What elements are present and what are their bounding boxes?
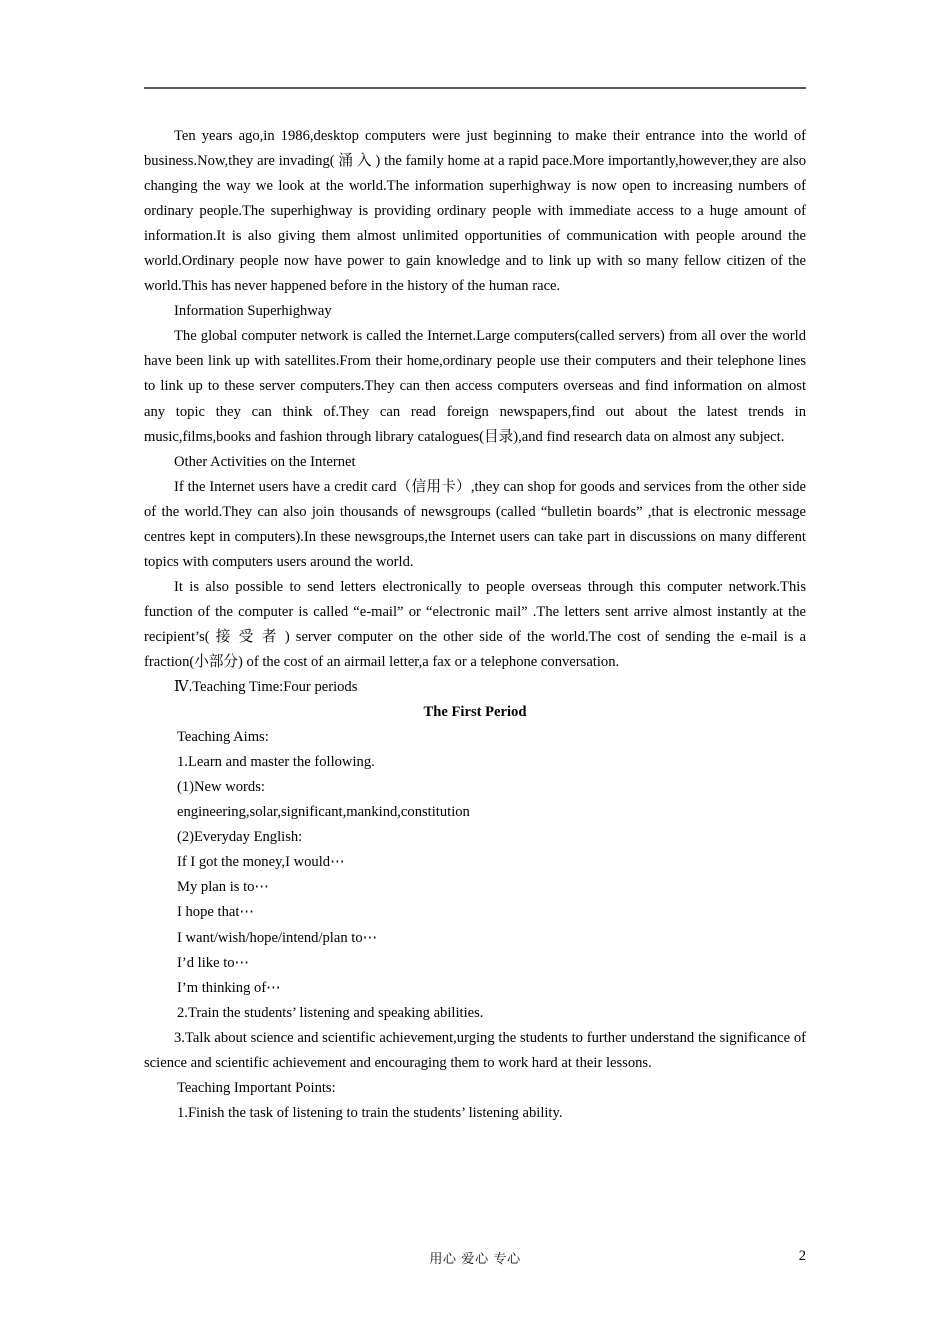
paragraph-desktop-computers: Ten years ago,in 1986,desktop computers were just beginning to make their entrance into the world of business.Now,they are invading( 涌 入 ) the family home at a rapid pace.More importantly,however,they are also changing the way we look at the world.The information superhighway is now open to increasing numbers of ordinary people.The superhighway is providing ordinary people with immediate access to a huge amount of information.It is also giving them almost unlimited opportunities of communication with people around the world.Ordinary people now have power to gain knowledge and to link up with so many fellow citizen of the world.This has never happened before in the history of the human race. xyxy=(144,128,806,295)
line-phrase-5: I’d like to⋯ xyxy=(177,954,250,971)
line-phrase-4: I want/wish/hope/intend/plan to⋯ xyxy=(177,929,378,946)
paragraph-email: It is also possible to send letters electronically to people overseas through this computer network.This function of the computer is called “e-mail” or “electronic mail” .The letters sent arrive almost instantly at the recipient’s( 接 受 者 ) server computer on the other side of the world.The cost of sending the e-mail is a fraction(小部分) of the cost of an airmail letter,a fax or a telephone conversation. xyxy=(144,578,806,670)
line-teaching-important-points: Teaching Important Points: xyxy=(177,1079,336,1096)
footer-slogan: 用心 爱心 专心 xyxy=(429,1252,521,1267)
page-footer xyxy=(144,1248,806,1270)
paragraph-global-network: The global computer network is called the Internet.Large computers(called servers) from all over the world have been link up with satellites.From their home,ordinary people use their computers and their telephone lines to link up to these server computers.They can then access computers overseas and find information on almost any topic they can think of.They can read foreign newspapers,find out about the latest trends in music,films,books and fashion through library catalogues(目录),and find research data on almost any subject. xyxy=(144,328,806,445)
paragraph-credit-card: If the Internet users have a credit card（信用卡）,they can shop for goods and services from the other side of the world.They can also join thousands of newsgroups (called “bulletin boards” ,that is electronic message centres kept in computers).In these newsgroups,the Internet users can take part in discussions on many different topics with computers users around the world. xyxy=(144,478,806,570)
line-point-1: 1.Finish the task of listening to train the students’ listening ability. xyxy=(177,1104,563,1121)
line-new-words-label: (1)New words: xyxy=(177,779,265,796)
line-phrase-1: If I got the money,I would⋯ xyxy=(177,854,345,871)
line-teaching-time: Ⅳ.Teaching Time:Four periods xyxy=(174,679,358,696)
line-aim-2: 2.Train the students’ listening and speaking abilities. xyxy=(177,1004,484,1021)
document-body xyxy=(144,124,806,1126)
line-new-words: engineering,solar,significant,mankind,constitution xyxy=(177,804,470,821)
heading-information-superhighway: Information Superhighway xyxy=(174,303,332,320)
line-phrase-6: I’m thinking of⋯ xyxy=(177,979,281,996)
heading-the-first-period: The First Period xyxy=(423,704,527,721)
page-number: 2 xyxy=(798,1248,806,1264)
line-teaching-aims: Teaching Aims: xyxy=(177,729,269,746)
line-everyday-english-label: (2)Everyday English: xyxy=(177,829,303,846)
line-aim-1: 1.Learn and master the following. xyxy=(177,754,375,771)
header-rule xyxy=(144,87,806,89)
line-phrase-2: My plan is to⋯ xyxy=(177,879,270,896)
line-phrase-3: I hope that⋯ xyxy=(177,904,255,921)
heading-other-activities: Other Activities on the Internet xyxy=(174,453,356,470)
paragraph-aim-3: 3.Talk about science and scientific achievement,urging the students to further understand the significance of science and scientific achievement and encouraging them to work hard at their lessons. xyxy=(144,1029,806,1071)
